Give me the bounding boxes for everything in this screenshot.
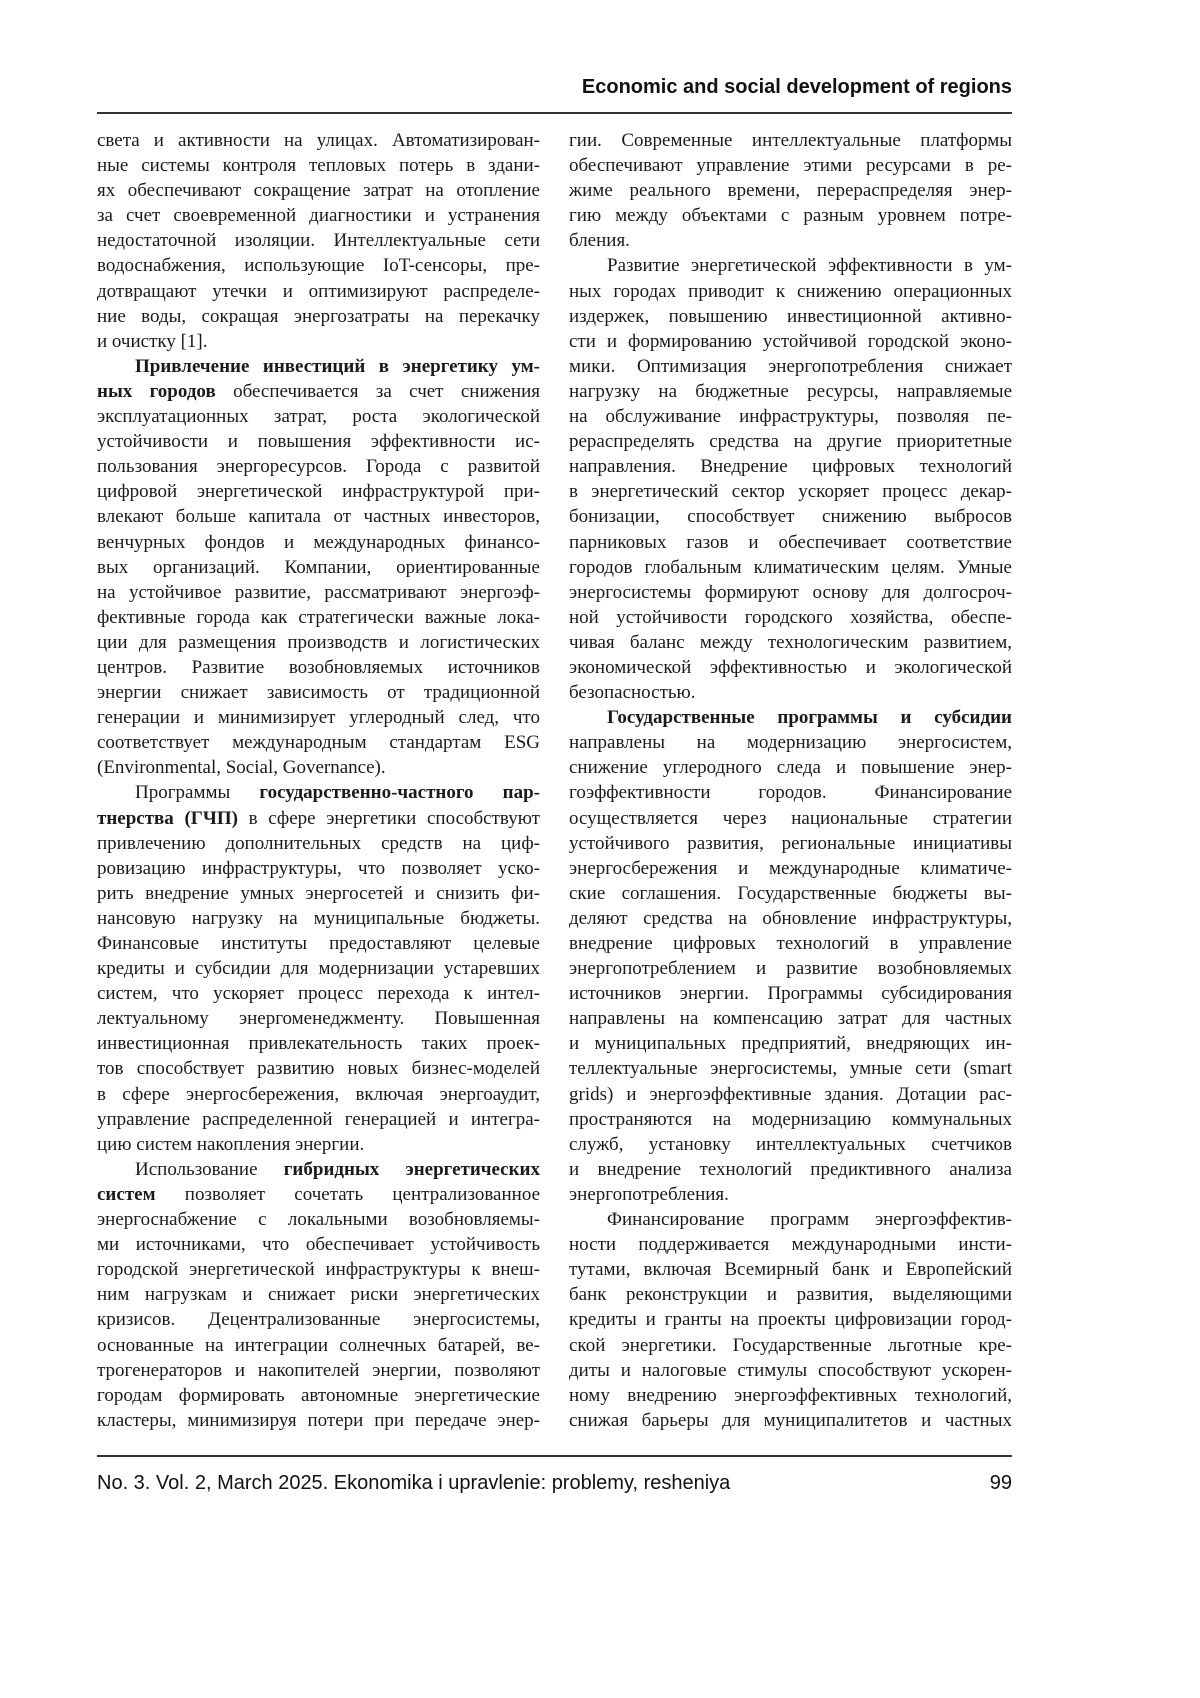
text: обеспечивают управление этими ресурсами в ре- — [569, 155, 1012, 176]
text-line — [569, 354, 1012, 379]
text-line — [569, 705, 1012, 730]
text: энергопотреблением и развитие возобновляемых — [569, 958, 1012, 979]
text: ности поддерживается международными инсти- — [569, 1234, 1012, 1255]
text-line — [97, 1182, 540, 1207]
text: обеспечивается за счет снижения — [216, 381, 540, 402]
text-line — [97, 881, 540, 906]
paragraph — [97, 128, 540, 354]
text: привлечению дополнительных средств на циф- — [97, 833, 540, 854]
paragraph — [97, 780, 540, 1156]
text: устойчивого развития, региональные инициативы — [569, 833, 1012, 854]
left-column — [97, 128, 540, 1433]
text: Программы — [135, 782, 259, 803]
text-line — [97, 555, 540, 580]
text: диты и налоговые стимулы способствуют ускорен- — [569, 1360, 1012, 1381]
text: направлены на компенсацию затрат для частных — [569, 1008, 1012, 1029]
text-line — [569, 580, 1012, 605]
text: мики. Оптимизация энергопотребления снижает — [569, 356, 1012, 377]
text-line — [97, 1333, 540, 1358]
text: дотвращают утечки и оптимизируют распределе- — [97, 281, 540, 302]
text: и очистку [1]. — [97, 331, 208, 352]
text: ровизацию инфраструктуры, что позволяет уско- — [97, 858, 540, 879]
text: генерации и минимизирует углеродный след, что — [97, 707, 540, 728]
text-line — [97, 1132, 540, 1157]
text: энергоснабжение с локальными возобновляемы- — [97, 1209, 540, 1230]
text: соответствует международным стандартам ESG — [97, 732, 540, 753]
text-line — [569, 981, 1012, 1006]
text: цию систем накопления энергии. — [97, 1134, 364, 1155]
text-line — [569, 856, 1012, 881]
text-line — [569, 1282, 1012, 1307]
text-line — [569, 279, 1012, 304]
text-line — [569, 1182, 1012, 1207]
text: на обслуживание инфраструктуры, позволяя пе- — [569, 406, 1012, 427]
text: влекают больше капитала от частных инвесторов, — [97, 506, 540, 527]
text: кредиты и гранты на проекты цифровизации город- — [569, 1309, 1012, 1330]
text-line — [97, 504, 540, 529]
text-line — [569, 128, 1012, 153]
text-line — [569, 404, 1012, 429]
text: бления. — [569, 230, 630, 251]
text: (Environmental, Social, Governance). — [97, 757, 386, 778]
text-line — [97, 253, 540, 278]
text: ми источниками, что обеспечивает устойчивость — [97, 1234, 540, 1255]
text-line — [97, 806, 540, 831]
text-line — [97, 404, 540, 429]
text: позволяет сочетать централизованное — [156, 1184, 540, 1205]
text-line — [97, 1408, 540, 1433]
text-line — [97, 1082, 540, 1107]
bold-text: тнерства (ГЧП) — [97, 808, 238, 829]
text: лектуальному энергоменеджменту. Повышенная — [97, 1008, 540, 1029]
text-line — [97, 856, 540, 881]
text-line — [569, 831, 1012, 856]
text-line — [569, 555, 1012, 580]
text-line — [569, 806, 1012, 831]
text: служб, установку интеллектуальных счетчиков — [569, 1134, 1012, 1155]
text: систем, что ускоряет процесс перехода к интел- — [97, 983, 540, 1004]
text-line — [97, 655, 540, 680]
text-line — [569, 304, 1012, 329]
text-line — [97, 429, 540, 454]
text: направления. Внедрение цифровых технологий — [569, 456, 1012, 477]
text-line — [97, 780, 540, 805]
text-line — [569, 680, 1012, 705]
text: цифровой энергетической инфраструктурой при- — [97, 481, 540, 502]
text-line — [97, 680, 540, 705]
text-line — [97, 1383, 540, 1408]
text-line — [569, 1383, 1012, 1408]
text: жиме реального времени, перераспределяя энер- — [569, 180, 1012, 201]
text: ской энергетики. Государственные льготные кре- — [569, 1335, 1012, 1356]
right-column — [569, 128, 1012, 1433]
text-line — [569, 1031, 1012, 1056]
text-line — [569, 504, 1012, 529]
text: ные системы контроля тепловых потерь в здани- — [97, 155, 540, 176]
text: источников энергии. Программы субсидирования — [569, 983, 1012, 1004]
text-line — [97, 228, 540, 253]
page-number: 99 — [990, 1472, 1012, 1495]
text-line — [97, 730, 540, 755]
text: энергосбережения и международные климатиче- — [569, 858, 1012, 879]
text-line — [97, 354, 540, 379]
text: осуществляется через национальные стратегии — [569, 808, 1012, 829]
text-line — [97, 1056, 540, 1081]
text: света и активности на улицах. Автоматизирован- — [97, 130, 540, 151]
text: нансовую нагрузку на муниципальные бюджеты. — [97, 908, 540, 929]
text-line — [569, 1307, 1012, 1332]
text: банк реконструкции и развития, выделяющими — [569, 1284, 1012, 1305]
text: Использование — [135, 1159, 284, 1180]
text: городов глобальным климатическим целям. Умные — [569, 557, 1012, 578]
text: недостаточной изоляции. Интеллектуальные сети — [97, 230, 540, 251]
text-line — [569, 605, 1012, 630]
text-line — [569, 1082, 1012, 1107]
text-line — [569, 1132, 1012, 1157]
text: устойчивости и повышения эффективности ис- — [97, 431, 540, 452]
text-line — [569, 730, 1012, 755]
text: в сфере энергетики способствуют — [238, 808, 540, 829]
bold-text: систем — [97, 1184, 156, 1205]
text: ние воды, сокращая энергозатраты на перекачку — [97, 306, 540, 327]
bold-text: Привлечение инвестиций в энергетику ум- — [135, 356, 540, 377]
text: безопасностью. — [569, 682, 696, 703]
text-line — [97, 153, 540, 178]
text-line — [569, 1333, 1012, 1358]
bold-text: Государственные программы и субсидии — [607, 707, 1012, 728]
text-line — [97, 1006, 540, 1031]
text-line — [97, 931, 540, 956]
text: ские соглашения. Государственные бюджеты вы- — [569, 883, 1012, 904]
text: и муниципальных предприятий, внедряющих ин- — [569, 1033, 1012, 1054]
text: энергопотребления. — [569, 1184, 729, 1205]
paragraph — [569, 253, 1012, 705]
footer-citation: No. 3. Vol. 2, March 2025. Ekonomika i upravlenie: problemy, resheniya — [97, 1472, 730, 1494]
text: энергосистемы формируют основу для долгосроч- — [569, 582, 1012, 603]
text-line — [97, 1282, 540, 1307]
text: рераспределять средства на другие приоритетные — [569, 431, 1012, 452]
text-line — [97, 279, 540, 304]
text: вых организаций. Компании, ориентированные — [97, 557, 540, 578]
text: гию между объектами с разным уровнем потре- — [569, 205, 1012, 226]
text: снижение углеродного следа и повышение энер- — [569, 757, 1012, 778]
paragraph — [569, 705, 1012, 1207]
text: в сфере энергосбережения, включая энергоаудит, — [97, 1084, 540, 1105]
text: управление распределенной генерацией и интегра- — [97, 1109, 540, 1130]
text: нагрузку на бюджетные ресурсы, направляемые — [569, 381, 1012, 402]
text-line — [97, 304, 540, 329]
text-line — [97, 580, 540, 605]
text-line — [97, 1257, 540, 1282]
text-line — [569, 454, 1012, 479]
text-line — [97, 755, 540, 780]
text-line — [569, 1257, 1012, 1282]
text-line — [569, 379, 1012, 404]
text: и внедрение технологий предиктивного анализа — [569, 1159, 1012, 1180]
text: энергии снижает зависимость от традиционной — [97, 682, 540, 703]
text-line — [569, 253, 1012, 278]
text: рить внедрение умных энергосетей и снизить фи- — [97, 883, 540, 904]
text: на устойчивое развитие, рассматривают энергоэф- — [97, 582, 540, 603]
text-line — [97, 128, 540, 153]
running-title: Economic and social development of regions — [582, 76, 1012, 99]
text: внедрение цифровых технологий в управление — [569, 933, 1012, 954]
text-line — [569, 655, 1012, 680]
text-line — [569, 906, 1012, 931]
text: grids) и энергоэффективные здания. Дотации рас- — [569, 1084, 1012, 1105]
footer-rule — [97, 1455, 1012, 1457]
text-line — [569, 630, 1012, 655]
text: инвестиционная привлекательность таких проек- — [97, 1033, 540, 1054]
text: за счет своевременной диагностики и устранения — [97, 205, 540, 226]
text-line — [569, 1056, 1012, 1081]
bold-text: гибридных энергетических — [284, 1159, 540, 1180]
text: кредиты и субсидии для модернизации устаревших — [97, 958, 540, 979]
text: чивая баланс между технологическим развитием, — [569, 632, 1012, 653]
text-line — [97, 1358, 540, 1383]
text: трогенераторов и накопителей энергии, позволяют — [97, 1360, 540, 1381]
text: издержек, повышению инвестиционной активно- — [569, 306, 1012, 327]
text-line — [569, 1207, 1012, 1232]
text-line — [97, 178, 540, 203]
text-line — [569, 881, 1012, 906]
text-line — [97, 956, 540, 981]
text-line — [569, 1358, 1012, 1383]
text-line — [97, 906, 540, 931]
text: ных городах приводит к снижению операционных — [569, 281, 1012, 302]
text: пространяются на модернизацию коммунальных — [569, 1109, 1012, 1130]
paragraph — [569, 1207, 1012, 1433]
text-line — [569, 1232, 1012, 1257]
text-line — [97, 454, 540, 479]
text: парниковых газов и обеспечивает соответствие — [569, 532, 1012, 553]
text: фективные города как стратегически важные лока- — [97, 607, 540, 628]
bold-text: государственно-частного пар- — [259, 782, 540, 803]
text-line — [97, 530, 540, 555]
text-line — [97, 1232, 540, 1257]
text: Развитие энергетической эффективности в ум- — [607, 255, 1012, 276]
text-line — [569, 780, 1012, 805]
text: направлены на модернизацию энергосистем, — [569, 732, 1012, 753]
text-line — [97, 379, 540, 404]
text-line — [569, 1006, 1012, 1031]
paragraph — [97, 1157, 540, 1433]
text: кризисов. Децентрализованные энергосистемы, — [97, 1309, 540, 1330]
paragraph — [97, 354, 540, 781]
text: городской энергетической инфраструктуры к внеш- — [97, 1259, 540, 1280]
text: гии. Современные интеллектуальные платформы — [569, 130, 1012, 151]
text-line — [97, 605, 540, 630]
text-line — [97, 1207, 540, 1232]
text-line — [569, 329, 1012, 354]
text-line — [569, 1157, 1012, 1182]
text: снижая барьеры для муниципалитетов и частных — [569, 1410, 1012, 1431]
text-line — [569, 153, 1012, 178]
text: ях обеспечивают сокращение затрат на отопление — [97, 180, 540, 201]
text: ним нагрузкам и снижает риски энергетических — [97, 1284, 540, 1305]
text: в энергетический сектор ускоряет процесс декар- — [569, 481, 1012, 502]
text-line — [97, 203, 540, 228]
text-line — [97, 831, 540, 856]
text-line — [569, 429, 1012, 454]
text: ному внедрению энергоэффективных технологий, — [569, 1385, 1012, 1406]
text: эксплуатационных затрат, роста экологической — [97, 406, 540, 427]
text: тов способствует развитию новых бизнес-моделей — [97, 1058, 540, 1079]
text-line — [97, 1107, 540, 1132]
footer — [97, 1472, 1012, 1495]
text: ции для размещения производств и логистических — [97, 632, 540, 653]
text-line — [97, 981, 540, 1006]
text: водоснабжения, использующие IoT-сенсоры, пре- — [97, 255, 540, 276]
text-line — [569, 178, 1012, 203]
text: теллектуальные энергосистемы, умные сети (smart — [569, 1058, 1012, 1079]
text: гоэффективности городов. Финансирование — [569, 782, 1012, 803]
text-line — [97, 479, 540, 504]
text: пользования энергоресурсов. Города с развитой — [97, 456, 540, 477]
text-line — [569, 203, 1012, 228]
text: Финансовые институты предоставляют целевые — [97, 933, 540, 954]
text: венчурных фондов и международных финансо- — [97, 532, 540, 553]
text-line — [97, 1157, 540, 1182]
text-line — [97, 705, 540, 730]
text-line — [569, 530, 1012, 555]
text: экономической эффективностью и экологической — [569, 657, 1012, 678]
text: деляют средства на обновление инфраструктуры, — [569, 908, 1012, 929]
text-line — [569, 755, 1012, 780]
text-line — [97, 630, 540, 655]
text: кластеры, минимизируя потери при передаче энер- — [97, 1410, 540, 1431]
text: сти и формированию устойчивой городской эконо- — [569, 331, 1012, 352]
text-line — [97, 1307, 540, 1332]
header-rule — [97, 112, 1012, 114]
text: городам формировать автономные энергетические — [97, 1385, 540, 1406]
text-line — [569, 228, 1012, 253]
bold-text: ных городов — [97, 381, 216, 402]
text-line — [97, 1031, 540, 1056]
text: ной устойчивости городского хозяйства, обеспе- — [569, 607, 1012, 628]
text: бонизации, способствует снижению выбросов — [569, 506, 1012, 527]
text-line — [97, 329, 540, 354]
text-line — [569, 931, 1012, 956]
text-line — [569, 956, 1012, 981]
text-line — [569, 479, 1012, 504]
text: основанные на интеграции солнечных батарей, ве- — [97, 1335, 540, 1356]
text: центров. Развитие возобновляемых источников — [97, 657, 540, 678]
text: тутами, включая Всемирный банк и Европейский — [569, 1259, 1012, 1280]
text-line — [569, 1408, 1012, 1433]
paragraph — [569, 128, 1012, 253]
text: Финансирование программ энергоэффектив- — [607, 1209, 1012, 1230]
text-line — [569, 1107, 1012, 1132]
